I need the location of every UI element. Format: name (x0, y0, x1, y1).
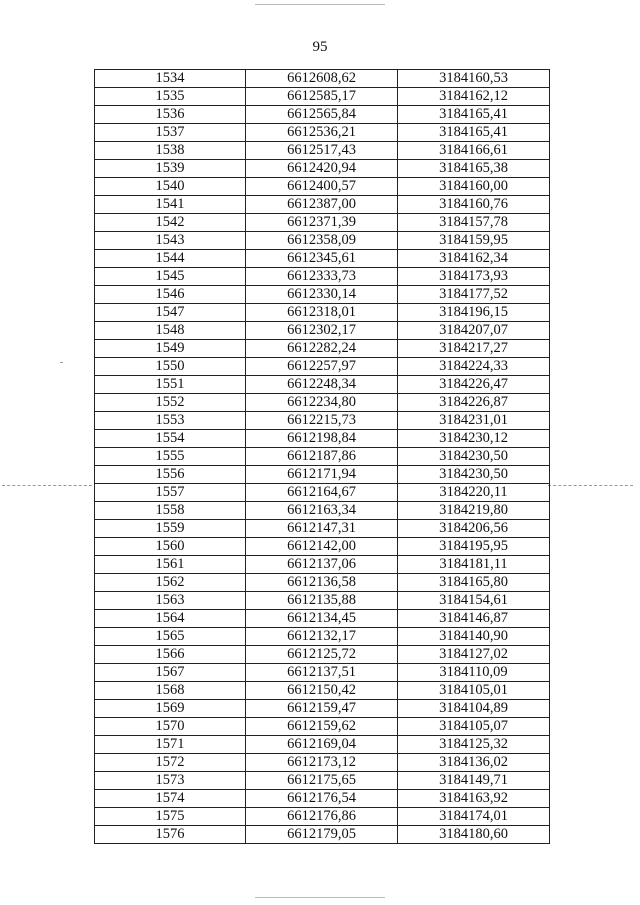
point-number-cell: 1543 (95, 232, 246, 250)
y-coordinate-cell: 3184162,12 (398, 88, 550, 106)
y-coordinate-cell: 3184180,60 (398, 826, 550, 844)
y-coordinate-cell: 3184146,87 (398, 610, 550, 628)
point-number-cell: 1534 (95, 70, 246, 88)
point-number-cell: 1562 (95, 574, 246, 592)
y-coordinate-cell: 3184219,80 (398, 502, 550, 520)
table-row (95, 250, 550, 268)
point-number-cell: 1558 (95, 502, 246, 520)
x-coordinate-cell: 6612171,94 (246, 466, 398, 484)
y-coordinate-cell: 3184226,47 (398, 376, 550, 394)
point-number-cell: 1572 (95, 754, 246, 772)
point-number-cell: 1567 (95, 664, 246, 682)
y-coordinate-cell: 3184181,11 (398, 556, 550, 574)
point-number-cell: 1575 (95, 808, 246, 826)
y-coordinate-cell: 3184174,01 (398, 808, 550, 826)
point-number-cell: 1546 (95, 286, 246, 304)
x-coordinate-cell: 6612175,65 (246, 772, 398, 790)
scan-fold-line-left (2, 485, 92, 486)
point-number-cell: 1565 (95, 628, 246, 646)
point-number-cell: 1545 (95, 268, 246, 286)
point-number-cell: 1569 (95, 700, 246, 718)
y-coordinate-cell: 3184173,93 (398, 268, 550, 286)
y-coordinate-cell: 3184224,33 (398, 358, 550, 376)
point-number-cell: 1576 (95, 826, 246, 844)
x-coordinate-cell: 6612333,73 (246, 268, 398, 286)
x-coordinate-cell: 6612215,73 (246, 412, 398, 430)
point-number-cell: 1551 (95, 376, 246, 394)
x-coordinate-cell: 6612169,04 (246, 736, 398, 754)
scan-edge-bottom (255, 897, 385, 898)
y-coordinate-cell: 3184140,90 (398, 628, 550, 646)
x-coordinate-cell: 6612135,88 (246, 592, 398, 610)
y-coordinate-cell: 3184157,78 (398, 214, 550, 232)
point-number-cell: 1568 (95, 682, 246, 700)
x-coordinate-cell: 6612248,34 (246, 376, 398, 394)
x-coordinate-cell: 6612387,00 (246, 196, 398, 214)
table-row (95, 160, 550, 178)
y-coordinate-cell: 3184105,07 (398, 718, 550, 736)
point-number-cell: 1547 (95, 304, 246, 322)
y-coordinate-cell: 3184226,87 (398, 394, 550, 412)
table-row (95, 592, 550, 610)
y-coordinate-cell: 3184207,07 (398, 322, 550, 340)
table-row (95, 376, 550, 394)
point-number-cell: 1570 (95, 718, 246, 736)
point-number-cell: 1535 (95, 88, 246, 106)
table-row (95, 70, 550, 88)
point-number-cell: 1554 (95, 430, 246, 448)
table-row (95, 304, 550, 322)
table-row (95, 394, 550, 412)
table-row (95, 754, 550, 772)
table-row (95, 790, 550, 808)
y-coordinate-cell: 3184165,41 (398, 124, 550, 142)
point-number-cell: 1563 (95, 592, 246, 610)
y-coordinate-cell: 3184160,76 (398, 196, 550, 214)
table-row (95, 682, 550, 700)
point-number-cell: 1539 (95, 160, 246, 178)
scan-edge-top (255, 4, 385, 5)
x-coordinate-cell: 6612371,39 (246, 214, 398, 232)
y-coordinate-cell: 3184230,12 (398, 430, 550, 448)
y-coordinate-cell: 3184105,01 (398, 682, 550, 700)
y-coordinate-cell: 3184177,52 (398, 286, 550, 304)
table-row (95, 232, 550, 250)
y-coordinate-cell: 3184230,50 (398, 448, 550, 466)
table-row (95, 358, 550, 376)
y-coordinate-cell: 3184110,09 (398, 664, 550, 682)
y-coordinate-cell: 3184231,01 (398, 412, 550, 430)
y-coordinate-cell: 3184127,02 (398, 646, 550, 664)
x-coordinate-cell: 6612420,94 (246, 160, 398, 178)
table-row (95, 664, 550, 682)
point-number-cell: 1542 (95, 214, 246, 232)
table-row (95, 700, 550, 718)
table-row (95, 322, 550, 340)
x-coordinate-cell: 6612257,97 (246, 358, 398, 376)
point-number-cell: 1536 (95, 106, 246, 124)
x-coordinate-cell: 6612565,84 (246, 106, 398, 124)
table-row (95, 772, 550, 790)
x-coordinate-cell: 6612608,62 (246, 70, 398, 88)
coordinates-table (94, 69, 550, 844)
table-row (95, 412, 550, 430)
point-number-cell: 1549 (95, 340, 246, 358)
x-coordinate-cell: 6612142,00 (246, 538, 398, 556)
y-coordinate-cell: 3184230,50 (398, 466, 550, 484)
table-row (95, 484, 550, 502)
x-coordinate-cell: 6612585,17 (246, 88, 398, 106)
table-row (95, 178, 550, 196)
point-number-cell: 1564 (95, 610, 246, 628)
x-coordinate-cell: 6612345,61 (246, 250, 398, 268)
table-row (95, 556, 550, 574)
x-coordinate-cell: 6612176,86 (246, 808, 398, 826)
point-number-cell: 1560 (95, 538, 246, 556)
point-number-cell: 1541 (95, 196, 246, 214)
y-coordinate-cell: 3184165,80 (398, 574, 550, 592)
point-number-cell: 1566 (95, 646, 246, 664)
point-number-cell: 1573 (95, 772, 246, 790)
y-coordinate-cell: 3184159,95 (398, 232, 550, 250)
y-coordinate-cell: 3184165,41 (398, 106, 550, 124)
table-row (95, 106, 550, 124)
table-row (95, 610, 550, 628)
table-row (95, 718, 550, 736)
table-row (95, 214, 550, 232)
x-coordinate-cell: 6612125,72 (246, 646, 398, 664)
table-row (95, 196, 550, 214)
x-coordinate-cell: 6612137,06 (246, 556, 398, 574)
point-number-cell: 1538 (95, 142, 246, 160)
x-coordinate-cell: 6612358,09 (246, 232, 398, 250)
y-coordinate-cell: 3184136,02 (398, 754, 550, 772)
y-coordinate-cell: 3184149,71 (398, 772, 550, 790)
point-number-cell: 1548 (95, 322, 246, 340)
table-row (95, 142, 550, 160)
x-coordinate-cell: 6612179,05 (246, 826, 398, 844)
table-row (95, 430, 550, 448)
x-coordinate-cell: 6612136,58 (246, 574, 398, 592)
x-coordinate-cell: 6612187,86 (246, 448, 398, 466)
table-row (95, 124, 550, 142)
x-coordinate-cell: 6612302,17 (246, 322, 398, 340)
point-number-cell: 1574 (95, 790, 246, 808)
table-row (95, 736, 550, 754)
point-number-cell: 1553 (95, 412, 246, 430)
y-coordinate-cell: 3184195,95 (398, 538, 550, 556)
x-coordinate-cell: 6612150,42 (246, 682, 398, 700)
y-coordinate-cell: 3184163,92 (398, 790, 550, 808)
scan-speck (60, 362, 63, 363)
point-number-cell: 1561 (95, 556, 246, 574)
y-coordinate-cell: 3184166,61 (398, 142, 550, 160)
scan-fold-line-right (548, 485, 633, 486)
x-coordinate-cell: 6612400,57 (246, 178, 398, 196)
table-row (95, 628, 550, 646)
y-coordinate-cell: 3184160,00 (398, 178, 550, 196)
x-coordinate-cell: 6612132,17 (246, 628, 398, 646)
x-coordinate-cell: 6612164,67 (246, 484, 398, 502)
point-number-cell: 1552 (95, 394, 246, 412)
table-row (95, 448, 550, 466)
table-row (95, 88, 550, 106)
y-coordinate-cell: 3184154,61 (398, 592, 550, 610)
y-coordinate-cell: 3184217,27 (398, 340, 550, 358)
table-row (95, 340, 550, 358)
y-coordinate-cell: 3184160,53 (398, 70, 550, 88)
point-number-cell: 1559 (95, 520, 246, 538)
point-number-cell: 1556 (95, 466, 246, 484)
x-coordinate-cell: 6612147,31 (246, 520, 398, 538)
table-row (95, 538, 550, 556)
y-coordinate-cell: 3184125,32 (398, 736, 550, 754)
table-row (95, 520, 550, 538)
y-coordinate-cell: 3184165,38 (398, 160, 550, 178)
y-coordinate-cell: 3184206,56 (398, 520, 550, 538)
x-coordinate-cell: 6612234,80 (246, 394, 398, 412)
table-row (95, 268, 550, 286)
y-coordinate-cell: 3184196,15 (398, 304, 550, 322)
x-coordinate-cell: 6612134,45 (246, 610, 398, 628)
x-coordinate-cell: 6612318,01 (246, 304, 398, 322)
point-number-cell: 1571 (95, 736, 246, 754)
table-row (95, 646, 550, 664)
table-row (95, 466, 550, 484)
point-number-cell: 1537 (95, 124, 246, 142)
point-number-cell: 1557 (95, 484, 246, 502)
table-row (95, 826, 550, 844)
x-coordinate-cell: 6612159,47 (246, 700, 398, 718)
page-number: 95 (312, 39, 328, 55)
y-coordinate-cell: 3184220,11 (398, 484, 550, 502)
coordinates-table-body (95, 70, 550, 844)
x-coordinate-cell: 6612282,24 (246, 340, 398, 358)
table-row (95, 286, 550, 304)
point-number-cell: 1550 (95, 358, 246, 376)
x-coordinate-cell: 6612536,21 (246, 124, 398, 142)
x-coordinate-cell: 6612517,43 (246, 142, 398, 160)
point-number-cell: 1555 (95, 448, 246, 466)
x-coordinate-cell: 6612159,62 (246, 718, 398, 736)
table-row (95, 808, 550, 826)
point-number-cell: 1544 (95, 250, 246, 268)
y-coordinate-cell: 3184104,89 (398, 700, 550, 718)
x-coordinate-cell: 6612198,84 (246, 430, 398, 448)
x-coordinate-cell: 6612173,12 (246, 754, 398, 772)
x-coordinate-cell: 6612330,14 (246, 286, 398, 304)
table-row (95, 574, 550, 592)
point-number-cell: 1540 (95, 178, 246, 196)
x-coordinate-cell: 6612163,34 (246, 502, 398, 520)
x-coordinate-cell: 6612176,54 (246, 790, 398, 808)
table-row (95, 502, 550, 520)
x-coordinate-cell: 6612137,51 (246, 664, 398, 682)
y-coordinate-cell: 3184162,34 (398, 250, 550, 268)
